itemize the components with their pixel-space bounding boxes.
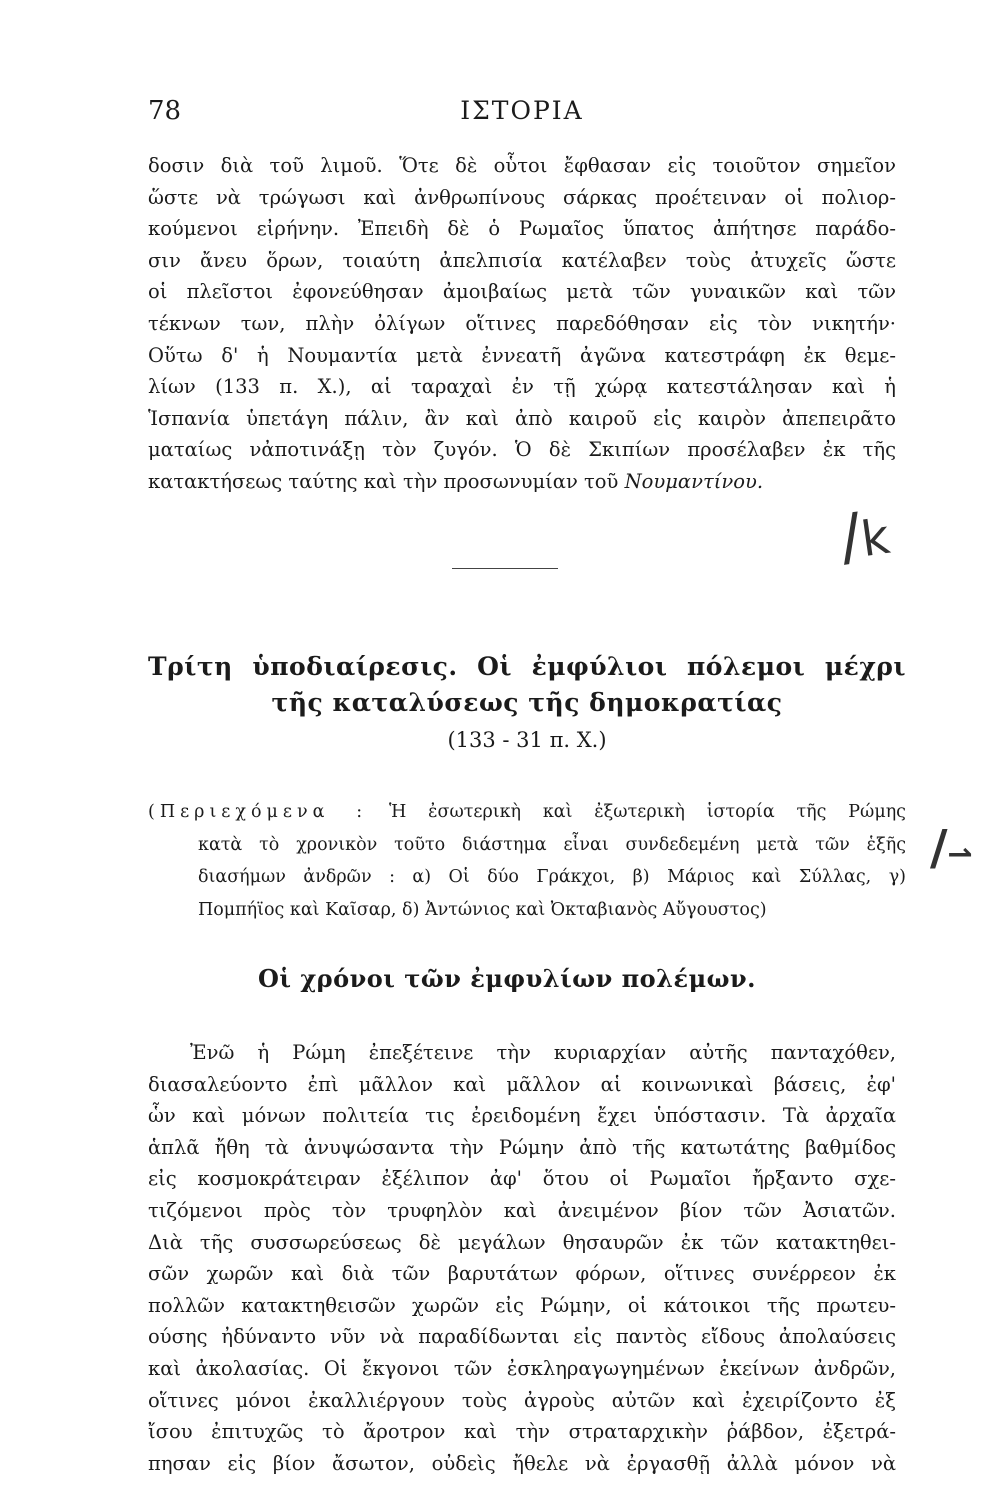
page-header: [148, 96, 896, 126]
text-line: ἁπλᾶ ἤθη τὰ ἀνυψώσαντα τὴν Ρώμην ἀπὸ τῆς κατωτάτης βαθμίδος: [148, 1135, 896, 1159]
section-dates: (133 - 31 π. Χ.): [447, 728, 607, 752]
paragraph-numantia: [148, 150, 896, 498]
emphasized-word: Νουμαντίνου.: [624, 469, 764, 493]
text-line: Διὰ τῆς συσσωρεύσεως δὲ μεγάλων θησαυρῶν ἐκ τῶν κατακτηθει-: [148, 1230, 896, 1254]
section-title-line-2: τῆς καταλύσεως τῆς δημοκρατίας: [271, 688, 783, 717]
contents-line: Πομπήϊος καὶ Καῖσαρ, δ) Ἀντώνιος καὶ Ὀκταβιανὸς Αὔγουστος): [198, 899, 767, 920]
text-line: δοσιν διὰ τοῦ λιμοῦ. Ὅτε δὲ οὗτοι ἔφθασαν εἰς τοιοῦτον σημεῖον: [148, 154, 896, 177]
text-line: Ἱσπανία ὑπετάγη πάλιν, ἂν καὶ ἀπὸ καιροῦ εἰς καιρὸν ἀπεπειρᾶτο: [148, 406, 896, 430]
text-line: ματαίως νἀποτινάξῃ τὸν ζυγόν. Ὁ δὲ Σκιπίων προσέλαβεν ἐκ τῆς: [148, 438, 896, 462]
text-line: κούμενοι εἰρήνην. Ἐπειδὴ δὲ ὁ Ρωμαῖος ὕπατος ἀπήτησε παράδο-: [148, 217, 896, 241]
contents-line: διασήμων ἀνδρῶν : α) Οἱ δύο Γράκχοι, β) Μάριος καὶ Σύλλας, γ): [198, 867, 906, 887]
text-line: ἴσου ἐπιτυχῶς τὸ ἄροτρον καὶ τὴν στραταρχικὴν ῥάβδον, ἐξετρά-: [148, 1420, 896, 1444]
text-line: ούσης ἠδύναντο νῦν νὰ παραδίδωνται εἰς παντὸς εἴδους ἀπολαύσεις: [148, 1325, 896, 1349]
text-line: Ἐνῶ ἡ Ρώμη ἐπεξέτεινε τὴν κυριαρχίαν αὐτῆς πανταχόθεν,: [190, 1041, 896, 1064]
text-line: καὶ ἀκολασίας. Οἱ ἔκγονοι τῶν ἐσκληραγωγημένων ἐκείνων ἀνδρῶν,: [148, 1356, 896, 1380]
text-line: εἰς κοσμοκράτειραν ἐξέλιπον ἀφ' ὅτου οἱ Ρωμαῖοι ἤρξαντο σχε-: [148, 1167, 896, 1191]
handwritten-margin-mark: /⇀: [930, 820, 973, 876]
section-divider: [452, 568, 558, 569]
contents-line: [148, 796, 906, 829]
text-line-last: [148, 466, 896, 498]
text-line: οἵτινες μόνοι ἐκαλλιέργουν τοὺς ἀγροὺς αὐτῶν καὶ ἐχειρίζοντο ἐξ: [148, 1388, 896, 1412]
contents-text: Ἡ ἐσωτερικὴ καὶ ἐξωτερικὴ ἱστορία τῆς Ρώμης: [388, 802, 906, 822]
text-line: διασαλεύοντο ἐπὶ μᾶλλον καὶ μᾶλλον αἱ κοινωνικαὶ βάσεις, ἐφ': [148, 1072, 896, 1096]
text-line: πολλῶν κατακτηθεισῶν χωρῶν εἰς Ρώμην, οἱ κάτοικοι τῆς πρωτευ-: [148, 1293, 896, 1317]
handwritten-margin-mark: /k: [835, 498, 894, 575]
subheading: Οἱ χρόνοι τῶν ἐμφυλίων πολέμων.: [258, 964, 757, 993]
text-line: ὧν καὶ μόνων πολιτεία τις ἐρειδομένη ἔχει ὑπόστασιν. Τὰ ἀρχαῖα: [148, 1104, 896, 1128]
contents-line: κατὰ τὸ χρονικὸν τοῦτο διάστημα εἶναι συνδεδεμένη μετὰ τῶν ἑξῆς: [198, 834, 906, 855]
text-line-prefix: κατακτήσεως ταύτης καὶ τὴν προσωνυμίαν τοῦ: [148, 469, 619, 493]
contents-summary: [148, 796, 906, 926]
text-line: λίων (133 π. Χ.), αἱ ταραχαὶ ἐν τῇ χώρᾳ κατεστάλησαν καὶ ἡ: [148, 375, 896, 399]
contents-label: (Περιεχόμενα :: [148, 802, 368, 822]
text-line: σιν ἄνευ ὅρων, τοιαύτη ἀπελπισία κατέλαβεν τοὺς ἀτυχεῖς ὥστε: [148, 248, 896, 272]
text-line: Οὕτω δ' ἡ Νουμαντία μετὰ ἐννεατῆ ἀγῶνα κατεστράφη ἐκ θεμε-: [148, 343, 896, 367]
text-line: ὥστε νὰ τρώγωσι καὶ ἀνθρωπίνους σάρκας προέτειναν οἱ πολιορ-: [148, 185, 896, 209]
section-title-line-1: Τρίτη ὑποδιαίρεσις. Οἱ ἐμφύλιοι πόλεμοι μέχρι: [148, 652, 906, 681]
text-line: οἱ πλεῖστοι ἐφονεύθησαν ἀμοιβαίως μετὰ τῶν γυναικῶν καὶ τῶν: [148, 280, 896, 304]
text-line: σῶν χωρῶν καὶ διὰ τῶν βαρυτάτων φόρων, οἵτινες συνέρρεον ἐκ: [148, 1262, 896, 1286]
running-head: ΙΣΤΟΡΙΑ: [460, 96, 584, 125]
text-line: τιζόμενοι πρὸς τὸν τρυφηλὸν καὶ ἀνειμένον βίον τῶν Ἀσιατῶν.: [148, 1198, 896, 1222]
page-number: 78: [148, 96, 182, 126]
text-line: τέκνων των, πλὴν ὀλίγων οἵτινες παρεδόθησαν εἰς τὸν νικητήν·: [148, 311, 896, 335]
paragraph-civil-wars: [148, 1037, 896, 1479]
text-line: πησαν εἰς βίον ἄσωτον, οὐδεὶς ἤθελε νὰ ἐργασθῇ ἀλλὰ μόνον νὰ: [148, 1451, 896, 1475]
